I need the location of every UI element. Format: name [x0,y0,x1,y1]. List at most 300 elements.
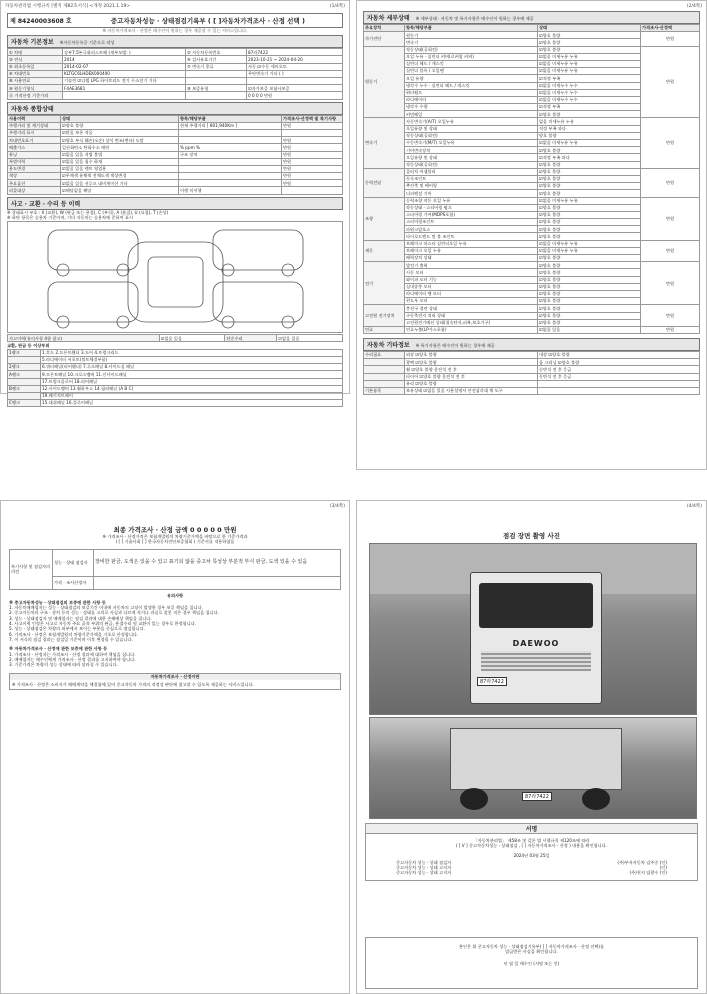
part-cell: 와이퍼 모터 기능 [405,276,538,283]
part-cell: 발전기 출력 [405,262,538,269]
price-cell [282,129,343,136]
label-cell: ④ 검사유효기간 [186,56,247,63]
signer-role: 중고자동차 성능 · 상태 점검자 [396,859,452,865]
table-row [8,49,343,56]
part-cell: 자동변속기(A/T) 오일누유 [405,118,538,125]
part-cell: 충전구 절연 상태 [405,305,538,312]
status-cell: ☑양호 불량 [538,39,641,46]
notice-list [9,605,341,642]
rank-parts: 19.패키지트레이 [41,392,343,399]
special-notes-label: 특기사항 및 점검자의 의견 [10,549,53,589]
column-header: 주요장치 [364,25,405,32]
label-cell: ⑧ 사용연료 [8,78,63,85]
group-label: 조향 [364,197,405,240]
status-cell: ☑양호 불량 [61,122,179,129]
item-cell: 배출가스 [8,144,61,151]
label-cell: ⑪ 가격산정 기준가격 [8,92,63,99]
table-row [8,364,343,371]
price-cell: 만원 [641,46,700,118]
table-row [364,118,700,125]
group-label: 제동 [364,240,405,262]
final-price: 최종 가격조사 · 산정 금액 0 0 0 0 0 만원 [113,526,237,534]
rank-label [8,356,41,363]
part-cell: 브레이크 마스터 실린더오일 누유 [405,240,538,247]
status-cell: ☑양호 불량 [538,276,641,283]
rank-parts: 1.후드 2.프론트휀더 3.도어 4.트렁크리드 [41,349,343,356]
value-cell: 2014 [63,56,186,63]
part-cell: 동력조향 작동 오일 누유 [405,197,538,204]
price-cell: 만원 [641,197,700,240]
detail-cell: 이행 미이행 [179,187,282,194]
basic-info-heading [7,35,343,48]
rank-label: C랭크 [8,400,41,407]
table-row [8,400,343,407]
status-cell: ☑양호 불량 [538,183,641,190]
status-cell: ☑양호 불량 [538,298,641,305]
table-row [8,356,343,363]
consent-box [9,673,341,690]
notice-line: 2. 중고자동차의 구조 · 장치 등의 성능 · 상태를 고의로 사실과 다르게 적거나 과실로 잘못 적은 경우 책임을 집니다. [9,610,219,616]
table-row [8,180,343,187]
group-label: 수리필요 [364,352,405,359]
column-header: 상태 [538,25,641,32]
item-cell [538,380,700,387]
table-row [8,85,343,92]
table-row [8,385,343,392]
part-cell: 오일유량 및 상태 [405,125,538,132]
basic-info-title: 자동차 기본정보 [11,39,54,47]
value-cell: 기솔린 ☑디젤 LPG 하이브리드 전기 수소전기 기타 [63,78,186,85]
rank-label: 2랭크 [8,364,41,371]
part-cell: 작동상태(공회전) [405,132,538,139]
part-cell: 냉각수 누수 · 실린더 헤드 / 개스킷 [405,82,538,89]
detail-status-heading [363,11,700,24]
notice-line: 2. 매매업자는 매수인에게 가격조사 · 산정 결과를 고지하여야 합니다. [9,656,136,662]
status-cell: ☑양호 불량 [538,204,641,211]
notice-line: 1. 가격조사 · 산정자는 가격조사 · 산정 결과에 대하여 책임을 집니다. [9,651,136,657]
rank-parts: 9.프론트패널 10.크로스멤버 11.인사이드패널 [41,371,343,378]
buyer-signature-line: 년 월 일 매수인 (서명 또는 인) [503,960,560,966]
part-cell: 스티어링조인트 [405,219,538,226]
page-number: (1/4쪽) [329,4,345,9]
signer-role: 중고자동차 성능 · 상태 고지자 [396,865,452,871]
status-cell: ☑적정 부족 [538,104,641,111]
item-cell: 타이어 ☑양호 불량 운전석 전 후 [405,373,538,380]
price-cell: 만원 [641,118,700,168]
status-cell: ☑양호 불량 [538,161,641,168]
page-4-header [361,503,702,509]
value-cell [247,78,343,85]
table-row [364,373,700,380]
part-cell: 구동축전지 격리 상태 [405,312,538,319]
receipt-text-1: 본인은 위 중고자동차 성능 · 상태점검기록부( [ ] 자동차가격조사 · 산정 선택)를 [458,944,605,949]
truck-brand: DAEWOO [512,639,560,648]
table-row [8,137,343,144]
table-row [8,122,343,129]
document-subnote: ※ 자동차가격조사 · 산정은 매수인이 원하는 경우 제공할 수 있는 서비스입니다. [102,28,248,33]
part-cell: 시동 모터 [405,269,538,276]
signature-text-2: ( [ V ] 중고자동차성능 · 상태점검 , [ ] 자동차가격조사 · 산정 ) 내용을 확인합니다. [455,843,608,849]
column-header: 상태 [61,115,179,122]
rank-label: A랭크 [8,371,41,378]
part-cell: 실내송풍 모터 [405,283,538,290]
table-row [364,326,700,333]
receipt-text-2: 발급받은 사실을 확인합니다. [505,949,558,955]
table-header-row [8,115,343,122]
table-row [8,335,343,342]
detail-cell [179,173,282,180]
table-row [8,56,343,63]
column-header: 가격조사·산정액 및 특기사항 [282,115,343,122]
price-cell: 만원 [282,158,343,165]
status-cell: ☑해당없음 해당 [61,187,179,194]
price-cell: 만원 [641,168,700,197]
value-cell: KLTGC6LHDEK000400 [63,70,186,77]
item-cell: 내장 ☑양호 불량 [538,352,700,359]
status-cell: ☑없음 미세누유 누유 [538,53,641,60]
label-cell [186,70,247,77]
other-info-heading [363,338,700,351]
status-cell: ☑양호 불량 [538,305,641,312]
label-cell: ⑦ 변속기 종류 [186,63,247,70]
status-cell: ☑무채색 유채색 전체도색 색상변경 [61,173,179,180]
group-label [364,359,405,366]
label-cell [186,92,247,99]
status-cell: ☑많음 보통 적음 [61,129,179,136]
value-cell: F4AE3681 [63,85,186,92]
column-header: 가격조사·산정액 [641,25,700,32]
price-cell: 만원 [641,305,700,327]
other-info-note: ※ 특기사항은 매수인이 원하는 경우에 제공 [415,343,495,349]
part-cell: 원동기 [405,32,538,39]
item-cell: 동반석 전 후 응급 [538,373,700,380]
price-cell: 만원 [282,144,343,151]
page-number: (4/4쪽) [686,504,702,509]
page-3 [0,500,350,994]
document-title: 중고자동차성능 · 상태점검기록부 ( [ ]자동차가격조사 · 산정 선택 ) [110,17,305,25]
notice-line: 3. 기준가격은 차량의 성능 상태에 따라 달라질 수 있습니다. [9,662,119,668]
accident-cell: 단순수리 [225,335,277,342]
label-cell: ③ 연식 [8,56,63,63]
table-row [8,187,343,194]
part-cell: 작동상태 · 스티어링 펌프 [405,204,538,211]
status-cell: ☑양호 불량 [538,255,641,262]
table-row [364,388,700,395]
special-notes-table [9,549,341,590]
table-row [8,144,343,151]
value-cell: 무단변속기 기타 ( ) [247,70,343,77]
status-cell: ☑양호 불량 [538,290,641,297]
status-cell: ☑없음 있음 선루프 네비게이션 기타 [61,180,179,187]
detail-status-table [363,24,700,334]
status-cell: ☑없음 있음 적법 불법 [61,151,179,158]
item-cell: 유리 ☑양호 불량 [405,380,538,387]
label-cell: ⑤ 최초등록일 [8,63,63,70]
label-cell: ⑥ 차대번호 [8,70,63,77]
item-cell: 차대번호표기 [8,137,61,144]
status-cell: ☑양호 불량 [538,262,641,269]
notice-line: 4. 사고이력 인정은 사고로 자동차 주요 골격 부위의 판금, 용접수리 및 교환이 있는 경우로 한정합니다. [9,621,197,627]
status-cell: ☑없음 있음 렌트 영업용 [61,165,179,172]
status-cell: ☑없음 있음 침수 화재 [61,158,179,165]
table-row [364,359,700,366]
truck-front-photo [369,543,697,715]
status-cell: 적정 부족 과다 [538,125,641,132]
column-header: 항목/해당부품 [405,25,538,32]
notice-line: 5. 성능 · 상태점검은 차량의 외부에서 보이는 부분을 중심으로 점검합니다. [9,626,145,632]
group-label [364,373,405,380]
price-cell: 만원 [641,32,700,46]
value-cell: 0 0 0 0 만원 [247,92,343,99]
item-cell: 광택 ☑양호 불량 [405,359,538,366]
price-cell: 만원 [641,240,700,262]
notice-title: ※ 중고자동차성능 · 상태점검의 보증에 관한 사항 등 [9,599,106,605]
table-row [8,349,343,356]
value-cell: 2014-02-07 [63,63,186,70]
table-row [8,151,343,158]
photo-title: 점검 장면 촬영 사진 [502,532,561,540]
signer-name: (인) [659,865,667,871]
overall-status-heading [7,102,343,115]
item-cell: 주행거리 표시 [8,129,61,136]
status-cell: ☑양호 불량 [538,233,641,240]
accident-cell: ☑없음 있음 [277,335,343,342]
consent-title: 자동차가격조사 · 산정이란 [10,674,340,679]
table-row [364,46,700,53]
detail-cell: % ppm % [179,144,282,151]
group-label: 원동기 [364,46,405,118]
form-reference: 자동차관리법 시행규칙 [별지 제82호서식] <개정 2021.1.19> [5,4,131,9]
notice2-list [9,652,341,668]
signer-name: (주)천지 임광수 (인) [629,870,667,876]
page-2-body [363,11,700,395]
part-cell: 변속기 [405,39,538,46]
part-cell: 브레이크 오일 누유 [405,247,538,254]
detail-status-note: ※ 세부상태 · 자동차 및 특기사항은 매수인이 원하는 경우에 제공 [415,16,534,21]
detail-status-title: 자동차 세부상태 [367,15,410,22]
part-cell: 등속조인트 [405,175,538,182]
group-label [364,366,405,373]
status-cell: 양호 불량 [538,132,641,139]
status-cell: ☑양호 부식 훼손(오손) 상이 변조(변타) 도말 [61,137,179,144]
table-row [364,262,700,269]
status-cell: ☑양호 불량 [538,190,641,197]
item-cell: 주행거리 및 계기상태 [8,122,61,129]
page-number: (3/4쪽) [329,504,345,509]
part-cell: 실린더 헤드 / 개스킷 [405,60,538,67]
part-cell: 추진축 및 베어링 [405,183,538,190]
overall-status-table [7,115,343,195]
rank-label: B랭크 [8,385,41,392]
notice2-title: ※ 자동차가격조사 · 산정에 관한 보증에 관한 사항 등 [9,646,108,652]
page-2 [356,0,707,470]
table-row [8,78,343,85]
final-price-note: ※ 가격조사 · 산정가격은 보험개발원의 차량기준가액을 바탕으로 한 기준가격과 [102,534,248,539]
item-cell: 색상 [8,173,61,180]
other-info-title: 자동차 기타정보 [367,342,410,350]
rank-label [8,378,41,385]
table-row [8,392,343,399]
rank-parts: 5.라디에이터 서포트(볼트체결부품) [41,356,343,363]
part-cell: 윈도우 모터 [405,298,538,305]
table-row [364,240,700,247]
front-plate: 87라7422 [477,677,507,686]
value-cell: 자동 ☑수동 세미오토 [247,63,343,70]
notice-line: 3. 성능 · 상태점검자 및 매매업자는 점검 결과에 대한 손해배상 책임을 집니다. [9,615,152,621]
accident-table [7,334,343,342]
item-cell [538,388,700,395]
part-cell: 커먼레일 [405,111,538,118]
exchange-label: 교환, 판금 등 이상부위 [7,343,50,349]
price-cell [282,187,343,194]
status-cell: ☑없음 미세누유 누유 [538,247,641,254]
item-cell: 휠 ☑양호 불량 운전석 전 후 [405,366,538,373]
item-cell: 룸 크리닝 ☑양호 불량 [538,359,700,366]
basic-info-table [7,48,343,99]
status-cell: ☑양호 불량 [538,319,641,326]
label-cell: ① 차명 [8,49,63,56]
status-cell: ☑없음 미세누유 누유 [538,197,641,204]
value-cell: 87라7422 [247,49,343,56]
group-label: 자기진단 [364,32,405,46]
label-cell: ⑨ 원동기형식 [8,85,63,92]
page-3-body: 최종 가격조사 · 산정 금액 0 0 0 0 0 만원 ※ 가격조사 · 산정가격은 보험개발원의 차량기준가액을 바탕으로 한 기준가격과 ( [ ] 기술사회 [ ] 한국자동차진단보증협회 ) 기준서를 적용하였음 특기사항 및 점검자의 의견 성능 · 상태 점검자 장비한 판금, 도색은 있을 수 있고 표기되 않을 중고차 특성상 부분적 부식 판금, 도색 있을 수 있음 가격 · 조사산정자 유의사항 ※ 중고자동차성능 · 상태점검의 보증에 관한 사항 등 1. 자동차매매업자는 성능 · 상태점검의 보증기간 이내에 자동차의 고장이 발생한 경우 보증 책임을 집니다. 2. 중고자동차의 구조 · 장치 등의 성능 · 상태를 고의로 사실과 다르게 적거나 과실로 잘못 적은 경우 책임을 집니다. 3. 성능 · 상태점검자 및 매매업자는 점검 결과에 대한 손해배상 책임을 집니다. 4. 사고이력 인정은 사고로 자동차 주요 골격 부위의 판금, 용접수리 및 교환이 있는 경우로 한정합니다. 5. 성능 · 상태점검은 차량의 외부에서 보이는 부분을 중심으로 점검합니다. 6. 가격조사 · 산정은 보험개발원의 차량기준가액을 기초로 산정합니다. 7. 이 서식의 점검 결과는 점검일 기준이며 이후 변경될 수 있습니다. ※ 자동차가격조사 · 산정에 관한 보증에 관한 사항 등 1. 가격조사 · 산정자는 가격조사 · 산정 결과에 대하여 책임을 집니다. 2. 매매업자는 매수인에게 가격조사 · 산정 결과를 고지하여야 합니다. 3. 기준가격은 차량의 성능 상태에 따라 달라질 수 있습니다. 자동차가격조사 · 산정이란 ※ 가격조사 · 산정은 소비자가 매매계약을 체결함에 있어 중고자동차 가격의 적정성 판단에 참고할 수 있도록 제공하는 서비스입니다. [9,525,341,690]
detail-cell [179,180,282,187]
price-cell: 만원 [282,137,343,144]
table-row [8,378,343,385]
part-cell: 오일 누유 · 실린더 커버(로커암 커버) [405,53,538,60]
signature-date: 2024년 03월 25일 [513,852,550,858]
accident-cell: ☑없음 있음 [159,335,225,342]
status-cell: ☑양호 불량 [538,312,641,319]
status-cell: 일산화탄소 탄화수소 매연 [61,144,179,151]
table-row [8,63,343,70]
document-number: 제 84240003608 호 [10,18,72,25]
truck-rear-photo [369,717,697,819]
table-row [8,129,343,136]
other-info-table [363,351,700,395]
status-cell: ☑없음 미세누수 누수 [538,82,641,89]
status-cell: ☑양호 불량 [538,32,641,39]
part-cell: 작동상태(공회전) [405,46,538,53]
signer-name: (주)부자자동차 김주중 (인) [617,859,667,865]
status-cell: ☑양호 불량 [538,226,641,233]
car-diagram [7,221,343,333]
detail-cell [179,165,282,172]
rear-plate: 87라7422 [522,792,552,801]
notice-line: 6. 가격조사 · 산정은 보험개발원의 차량기준가액을 기초로 산정합니다. [9,631,139,637]
item-cell: 용도변경 [8,165,61,172]
accident-title: 사고 · 교환 · 수리 등 이력 [11,200,81,208]
value-cell: ☑자가보증 보험사보증 [247,85,343,92]
table-row [364,366,700,373]
price-assessor-label: 가격 · 조사산정자 [53,576,94,589]
signer-list [366,860,697,876]
price-cell: 만원 [641,326,700,333]
part-cell: 고전원전기배선 상태(접속단자,피복,보호기구) [405,319,538,326]
detail-cell: 현재 주행거리 [ 801,940Km ] [179,122,282,129]
part-cell: 오일유량 및 상태 [405,154,538,161]
detail-cell [179,129,282,136]
part-cell: 파워고압호스 [405,226,538,233]
table-row [364,168,700,175]
table-row [8,70,343,77]
column-header: 항목/해당부품 [179,115,282,122]
receipt-box [365,937,698,989]
status-cell: ☑없음 미세누수 누수 [538,89,641,96]
accident-note: ※ 상태표시 부호 : X (교환), W (판금 또는 용접), C (부식), A (흠집), U (요철), T (손상) [7,209,169,215]
basic-info-note: ※자동차등록증 기준으로 작성 [59,40,115,46]
status-cell: ☑양호 불량 [538,175,641,182]
part-cell: 수동변속기(M/T) 오일누유 [405,140,538,147]
status-cell: ☑없음 미세누유 누유 [538,240,641,247]
part-cell: 디퍼렌셜 기어 [405,190,538,197]
detail-cell [179,158,282,165]
part-cell: 냉각수 수량 [405,104,538,111]
item-cell: 외장 ☑양호 불량 [405,352,538,359]
signer-role: 중고자동차 성능 · 상태 고지자 [396,870,452,876]
table-row [8,165,343,172]
price-cell: 만원 [282,122,343,129]
final-price-note-2: ( [ ] 기술사회 [ ] 한국자동차진단보증협회 ) 기준서를 적용하였음 [115,539,235,545]
item-cell: 주요옵션 [8,180,61,187]
signature-text-1: 「자동차관리법」 제58조 및 같은 법 시행규칙 제120조에 따라 [473,838,590,843]
item-cell: 동반석 전 후 응급 [538,366,700,373]
status-cell: ☑없음 미세누유 누유 [538,68,641,75]
inspector-label: 성능 · 상태 점검자 [53,549,94,576]
detail-cell: 구조 장치 [179,151,282,158]
table-row [364,305,700,312]
detail-cell [179,137,282,144]
part-cell: 클러치 어셈블리 [405,168,538,175]
status-cell: 없음 미세누유 누유 [538,118,641,125]
accident-heading [7,197,343,210]
price-cell: 만원 [641,262,700,305]
page-1-header [5,3,345,9]
part-cell: 실린더 블록 / 오일팬 [405,68,538,75]
label-cell: ② 자동차등록번호 [186,49,247,56]
part-cell: 기어변속장치 [405,147,538,154]
item-cell: 튜닝 [8,151,61,158]
group-label: 고전원 전기장치 [364,305,405,327]
notice-line: 1. 자동차매매업자는 성능 · 상태점검의 보증기간 이내에 자동차의 고장이 발생한 경우 보증 책임을 집니다. [9,605,203,611]
table-row [8,173,343,180]
part-cell: 타이로드엔드 및 볼 조인트 [405,233,538,240]
price-cell: 만원 [282,180,343,187]
price-cell: 만원 [282,151,343,158]
part-cell: 작동상태(공회전) [405,161,538,168]
part-cell: 스티어링 기어(MDPS포함) [405,211,538,218]
group-label: 연료 [364,326,405,333]
rank-label [8,392,41,399]
table-row [8,158,343,165]
table-row [364,352,700,359]
group-label: 변속기 [364,118,405,168]
status-cell: ☑적정 부족 과다 [538,154,641,161]
table-row [8,92,343,99]
rank-parts: 15.대쉬패널 16.플로어패널 [41,400,343,407]
group-label: 동력전달 [364,168,405,197]
page-number: (2/4쪽) [686,4,702,9]
notice-line: 7. 이 서식의 점검 결과는 점검일 기준이며 이후 변경될 수 있습니다. [9,636,133,642]
price-cell: 만원 [282,165,343,172]
signer-row [366,870,697,875]
price-cell: 만원 [282,173,343,180]
status-cell: ☑양호 불량 [538,46,641,53]
page-1-body [7,13,343,407]
rank-table [7,349,343,408]
part-cell: 배력장치 상태 [405,255,538,262]
